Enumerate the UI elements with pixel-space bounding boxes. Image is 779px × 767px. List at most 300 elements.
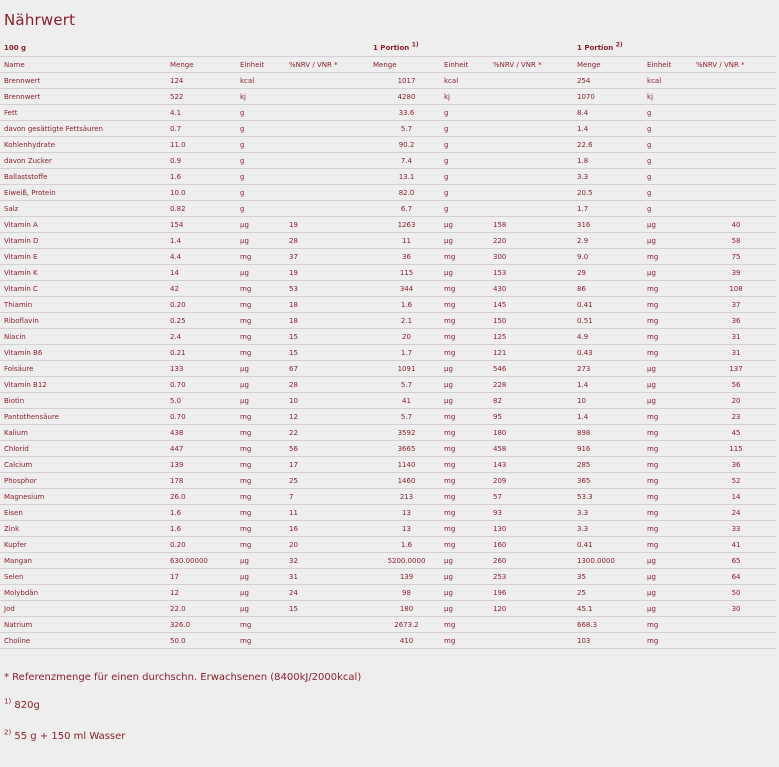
unit-100g: µg [236, 217, 285, 233]
nrv-portion-1 [489, 153, 573, 169]
unit-100g: mg [236, 281, 285, 297]
nutrient-name: Kohlenhydrate [0, 137, 166, 153]
unit-portion-1: mg [440, 329, 489, 345]
nrv-portion-1: 95 [489, 409, 573, 425]
nrv-portion-2: 137 [692, 361, 776, 377]
amount-100g: 14 [166, 265, 236, 281]
amount-portion-2: 365 [573, 473, 643, 489]
unit-portion-1: mg [440, 489, 489, 505]
nrv-portion-2: 41 [692, 537, 776, 553]
unit-portion-2: µg [643, 569, 692, 585]
unit-portion-2: mg [643, 297, 692, 313]
amount-100g: 0.70 [166, 377, 236, 393]
amount-portion-1: 2673.2 [369, 617, 440, 633]
nrv-portion-1: 125 [489, 329, 573, 345]
unit-100g: mg [236, 329, 285, 345]
table-row [0, 89, 776, 105]
unit-portion-1: g [440, 105, 489, 121]
nrv-100g [285, 633, 369, 649]
nrv-portion-1: 196 [489, 585, 573, 601]
amount-portion-2: 1.4 [573, 377, 643, 393]
nrv-portion-2: 37 [692, 297, 776, 313]
nrv-100g: 16 [285, 521, 369, 537]
unit-portion-1: mg [440, 617, 489, 633]
nrv-portion-1 [489, 185, 573, 201]
nutrient-name: Vitamin K [0, 265, 166, 281]
nrv-portion-1: 546 [489, 361, 573, 377]
nrv-portion-2 [692, 153, 776, 169]
footnote-1 [4, 697, 40, 711]
table-row [0, 393, 776, 409]
amount-100g: 12 [166, 585, 236, 601]
unit-portion-2: mg [643, 345, 692, 361]
unit-portion-1: µg [440, 361, 489, 377]
table-row [0, 585, 776, 601]
unit-portion-2: mg [643, 329, 692, 345]
amount-100g: 4.4 [166, 249, 236, 265]
unit-portion-2: µg [643, 585, 692, 601]
amount-100g: 0.25 [166, 313, 236, 329]
table-row [0, 409, 776, 425]
nutrient-name: Jod [0, 601, 166, 617]
footnote-ref-1: 1) [411, 41, 419, 49]
nrv-100g: 28 [285, 377, 369, 393]
amount-100g: 178 [166, 473, 236, 489]
amount-portion-2: 1070 [573, 89, 643, 105]
nrv-portion-2: 108 [692, 281, 776, 297]
unit-portion-2: g [643, 153, 692, 169]
nrv-100g: 11 [285, 505, 369, 521]
nrv-100g [285, 73, 369, 89]
amount-100g: 133 [166, 361, 236, 377]
amount-portion-2: 45.1 [573, 601, 643, 617]
amount-100g: 0.7 [166, 121, 236, 137]
nrv-portion-2: 39 [692, 265, 776, 281]
amount-portion-2: 3.3 [573, 505, 643, 521]
unit-portion-1: mg [440, 345, 489, 361]
col-header-nrv: %NRV / VNR * [489, 57, 573, 73]
nrv-100g: 12 [285, 409, 369, 425]
amount-portion-1: 4280 [369, 89, 440, 105]
nrv-portion-1: 220 [489, 233, 573, 249]
unit-100g: µg [236, 585, 285, 601]
nrv-portion-1: 120 [489, 601, 573, 617]
amount-100g: 0.82 [166, 201, 236, 217]
unit-100g: mg [236, 249, 285, 265]
nrv-portion-2: 33 [692, 521, 776, 537]
nrv-portion-2: 31 [692, 345, 776, 361]
unit-portion-2: µg [643, 553, 692, 569]
amount-100g: 1.6 [166, 521, 236, 537]
amount-100g: 0.21 [166, 345, 236, 361]
amount-100g: 22.0 [166, 601, 236, 617]
amount-100g: 326.0 [166, 617, 236, 633]
nrv-100g: 7 [285, 489, 369, 505]
nrv-portion-2: 75 [692, 249, 776, 265]
nrv-portion-1: 150 [489, 313, 573, 329]
nrv-portion-1: 82 [489, 393, 573, 409]
unit-100g: µg [236, 377, 285, 393]
amount-100g: 5.0 [166, 393, 236, 409]
amount-100g: 4.1 [166, 105, 236, 121]
footnote-ref-2: 2) [615, 41, 623, 49]
unit-portion-1: g [440, 185, 489, 201]
amount-portion-1: 180 [369, 601, 440, 617]
amount-portion-2: 3.3 [573, 169, 643, 185]
table-row [0, 185, 776, 201]
table-row [0, 521, 776, 537]
amount-portion-1: 1263 [369, 217, 440, 233]
nutrient-name: Vitamin E [0, 249, 166, 265]
nrv-portion-2: 23 [692, 409, 776, 425]
nrv-portion-2 [692, 185, 776, 201]
unit-portion-2: mg [643, 633, 692, 649]
table-row [0, 489, 776, 505]
unit-portion-1: mg [440, 249, 489, 265]
table-row [0, 137, 776, 153]
table-row [0, 473, 776, 489]
nrv-portion-1: 160 [489, 537, 573, 553]
amount-portion-2: 0.51 [573, 313, 643, 329]
unit-100g: kj [236, 89, 285, 105]
nrv-portion-1: 143 [489, 457, 573, 473]
amount-portion-2: 9.0 [573, 249, 643, 265]
table-row [0, 361, 776, 377]
nrv-100g: 67 [285, 361, 369, 377]
amount-portion-2: 3.3 [573, 521, 643, 537]
nrv-portion-2 [692, 105, 776, 121]
nrv-portion-1 [489, 617, 573, 633]
unit-portion-1: mg [440, 457, 489, 473]
unit-portion-2: mg [643, 425, 692, 441]
amount-portion-1: 5.7 [369, 409, 440, 425]
amount-portion-1: 5.7 [369, 121, 440, 137]
table-row [0, 281, 776, 297]
nrv-portion-1: 158 [489, 217, 573, 233]
amount-portion-2: 29 [573, 265, 643, 281]
nrv-portion-1: 260 [489, 553, 573, 569]
nrv-100g: 19 [285, 265, 369, 281]
unit-portion-2: g [643, 169, 692, 185]
nrv-100g: 31 [285, 569, 369, 585]
amount-100g: 50.0 [166, 633, 236, 649]
group-100g: 100 g [0, 40, 369, 57]
table-row [0, 633, 776, 649]
amount-100g: 26.0 [166, 489, 236, 505]
amount-portion-1: 13 [369, 521, 440, 537]
group-portion-2: 1 Portion $^{2)}$ [573, 40, 776, 57]
table-row [0, 505, 776, 521]
nrv-100g: 18 [285, 313, 369, 329]
unit-portion-2: mg [643, 521, 692, 537]
nutrient-name: Biotin [0, 393, 166, 409]
nrv-portion-1 [489, 121, 573, 137]
table-row [0, 169, 776, 185]
column-header-row [0, 57, 776, 73]
nrv-portion-2: 36 [692, 457, 776, 473]
amount-portion-1: 90.2 [369, 137, 440, 153]
amount-portion-2: 1.4 [573, 409, 643, 425]
amount-100g: 0.70 [166, 409, 236, 425]
table-row [0, 313, 776, 329]
unit-portion-2: µg [643, 601, 692, 617]
amount-100g: 42 [166, 281, 236, 297]
unit-portion-2: kcal [643, 73, 692, 89]
unit-100g: mg [236, 425, 285, 441]
nrv-100g [285, 89, 369, 105]
unit-portion-2: kj [643, 89, 692, 105]
unit-portion-2: g [643, 105, 692, 121]
group-portion-1: 1 Portion $^{1)}$ [369, 40, 573, 57]
amount-portion-1: 1140 [369, 457, 440, 473]
table-row [0, 377, 776, 393]
unit-portion-2: mg [643, 617, 692, 633]
amount-portion-1: 98 [369, 585, 440, 601]
nrv-100g: 37 [285, 249, 369, 265]
nutrient-name: Zink [0, 521, 166, 537]
nutrient-name: Vitamin B6 [0, 345, 166, 361]
col-header-einheit: Einheit [236, 57, 285, 73]
table-row [0, 201, 776, 217]
amount-portion-1: 1091 [369, 361, 440, 377]
nrv-100g [285, 169, 369, 185]
unit-portion-2: mg [643, 441, 692, 457]
nutrient-name: Molybdän [0, 585, 166, 601]
amount-portion-2: 916 [573, 441, 643, 457]
nrv-portion-1 [489, 201, 573, 217]
nrv-portion-2 [692, 617, 776, 633]
nrv-portion-2: 24 [692, 505, 776, 521]
footnote-2-marker: 2) [4, 728, 12, 737]
unit-100g: kcal [236, 73, 285, 89]
unit-portion-2: mg [643, 313, 692, 329]
nrv-100g [285, 617, 369, 633]
nrv-portion-1 [489, 137, 573, 153]
amount-100g: 0.9 [166, 153, 236, 169]
nrv-100g: 56 [285, 441, 369, 457]
unit-100g: mg [236, 297, 285, 313]
col-header-menge: Menge [369, 57, 440, 73]
nutrient-name: Salz [0, 201, 166, 217]
amount-portion-1: 410 [369, 633, 440, 649]
amount-portion-1: 1.7 [369, 345, 440, 361]
amount-portion-2: 0.41 [573, 297, 643, 313]
nrv-100g: 17 [285, 457, 369, 473]
amount-portion-1: 82.0 [369, 185, 440, 201]
amount-portion-2: 10 [573, 393, 643, 409]
unit-portion-1: mg [440, 409, 489, 425]
table-row [0, 457, 776, 473]
nutrient-name: Thiamin [0, 297, 166, 313]
group-header-row [0, 40, 776, 57]
nrv-100g: 15 [285, 601, 369, 617]
unit-100g: µg [236, 601, 285, 617]
unit-100g: mg [236, 457, 285, 473]
amount-100g: 1.6 [166, 505, 236, 521]
amount-100g: 10.0 [166, 185, 236, 201]
amount-100g: 0.20 [166, 537, 236, 553]
nutrient-name: Fett [0, 105, 166, 121]
unit-portion-1: µg [440, 601, 489, 617]
unit-portion-1: µg [440, 265, 489, 281]
unit-portion-2: mg [643, 473, 692, 489]
amount-portion-2: 35 [573, 569, 643, 585]
nrv-portion-1: 300 [489, 249, 573, 265]
nrv-portion-1: 430 [489, 281, 573, 297]
col-header-einheit: Einheit [440, 57, 489, 73]
table-row [0, 217, 776, 233]
unit-100g: mg [236, 633, 285, 649]
nutrient-name: Riboflavin [0, 313, 166, 329]
nrv-portion-1 [489, 73, 573, 89]
amount-100g: 11.0 [166, 137, 236, 153]
amount-portion-1: 1460 [369, 473, 440, 489]
nrv-100g [285, 185, 369, 201]
unit-portion-1: kcal [440, 73, 489, 89]
amount-100g: 630.00000 [166, 553, 236, 569]
nrv-100g: 53 [285, 281, 369, 297]
nrv-100g: 28 [285, 233, 369, 249]
nrv-100g: 15 [285, 345, 369, 361]
unit-portion-1: mg [440, 313, 489, 329]
amount-portion-1: 1.6 [369, 537, 440, 553]
unit-portion-1: mg [440, 441, 489, 457]
unit-100g: g [236, 137, 285, 153]
amount-portion-1: 41 [369, 393, 440, 409]
nutrition-rows [0, 73, 776, 649]
table-row [0, 233, 776, 249]
unit-portion-1: mg [440, 297, 489, 313]
nutrition-table [0, 40, 776, 649]
amount-portion-2: 53.3 [573, 489, 643, 505]
nrv-portion-2: 64 [692, 569, 776, 585]
amount-portion-1: 13.1 [369, 169, 440, 185]
table-row [0, 601, 776, 617]
amount-portion-1: 1017 [369, 73, 440, 89]
unit-portion-1: mg [440, 521, 489, 537]
nrv-portion-2: 14 [692, 489, 776, 505]
table-row [0, 121, 776, 137]
nutrient-name: Ballaststoffe [0, 169, 166, 185]
col-header-menge: Menge [166, 57, 236, 73]
unit-portion-2: g [643, 201, 692, 217]
nutrient-name: Chlorid [0, 441, 166, 457]
nrv-portion-1: 57 [489, 489, 573, 505]
nrv-portion-1: 209 [489, 473, 573, 489]
amount-100g: 438 [166, 425, 236, 441]
unit-100g: mg [236, 505, 285, 521]
unit-portion-1: g [440, 137, 489, 153]
unit-portion-1: µg [440, 377, 489, 393]
nrv-100g [285, 137, 369, 153]
nrv-portion-1 [489, 105, 573, 121]
nutrient-name: Selen [0, 569, 166, 585]
amount-portion-1: 5.7 [369, 377, 440, 393]
unit-portion-1: µg [440, 569, 489, 585]
nrv-portion-2: 20 [692, 393, 776, 409]
nrv-portion-1 [489, 169, 573, 185]
amount-100g: 1.4 [166, 233, 236, 249]
footnote-reference: * Referenzmenge für einen durchschn. Erwachsenen (8400kJ/2000kcal) [4, 672, 362, 683]
amount-portion-2: 0.43 [573, 345, 643, 361]
nrv-100g [285, 105, 369, 121]
nrv-portion-2 [692, 169, 776, 185]
unit-portion-1: mg [440, 537, 489, 553]
amount-portion-2: 254 [573, 73, 643, 89]
amount-portion-2: 898 [573, 425, 643, 441]
nutrient-name: Folsäure [0, 361, 166, 377]
unit-100g: mg [236, 489, 285, 505]
amount-100g: 154 [166, 217, 236, 233]
amount-100g: 139 [166, 457, 236, 473]
amount-portion-2: 1.8 [573, 153, 643, 169]
amount-portion-1: 3592 [369, 425, 440, 441]
col-header-name: Name [0, 57, 166, 73]
nutrient-name: Natrium [0, 617, 166, 633]
unit-portion-2: µg [643, 233, 692, 249]
nutrient-name: Brennwert [0, 73, 166, 89]
amount-portion-1: 36 [369, 249, 440, 265]
amount-portion-2: 20.5 [573, 185, 643, 201]
nrv-100g: 32 [285, 553, 369, 569]
table-row [0, 153, 776, 169]
unit-100g: g [236, 121, 285, 137]
amount-portion-2: 1300.0000 [573, 553, 643, 569]
table-row [0, 249, 776, 265]
nrv-portion-1: 130 [489, 521, 573, 537]
nutrient-name: davon Zucker [0, 153, 166, 169]
unit-100g: mg [236, 521, 285, 537]
table-row [0, 105, 776, 121]
nrv-100g: 25 [285, 473, 369, 489]
nrv-portion-2: 50 [692, 585, 776, 601]
unit-portion-1: µg [440, 233, 489, 249]
unit-100g: g [236, 105, 285, 121]
unit-100g: g [236, 185, 285, 201]
table-row [0, 617, 776, 633]
nrv-portion-1: 458 [489, 441, 573, 457]
amount-100g: 522 [166, 89, 236, 105]
amount-100g: 447 [166, 441, 236, 457]
amount-portion-1: 115 [369, 265, 440, 281]
nutrient-name: Vitamin A [0, 217, 166, 233]
unit-portion-2: µg [643, 377, 692, 393]
unit-portion-1: g [440, 201, 489, 217]
unit-portion-1: µg [440, 217, 489, 233]
table-row [0, 265, 776, 281]
page-title: Nährwert [4, 11, 76, 29]
nrv-portion-2: 31 [692, 329, 776, 345]
amount-100g: 0.20 [166, 297, 236, 313]
unit-portion-1: kj [440, 89, 489, 105]
unit-portion-1: g [440, 121, 489, 137]
amount-portion-1: 139 [369, 569, 440, 585]
nrv-portion-2 [692, 89, 776, 105]
amount-portion-1: 6.7 [369, 201, 440, 217]
amount-portion-1: 11 [369, 233, 440, 249]
unit-portion-2: µg [643, 217, 692, 233]
unit-portion-2: mg [643, 249, 692, 265]
nutrient-name: Eiweiß, Protein [0, 185, 166, 201]
amount-portion-1: 7.4 [369, 153, 440, 169]
unit-100g: mg [236, 345, 285, 361]
unit-portion-2: mg [643, 505, 692, 521]
col-header-menge: Menge [573, 57, 643, 73]
nrv-portion-2 [692, 121, 776, 137]
amount-100g: 1.6 [166, 169, 236, 185]
unit-portion-2: mg [643, 537, 692, 553]
nutrient-name: Pantothensäure [0, 409, 166, 425]
